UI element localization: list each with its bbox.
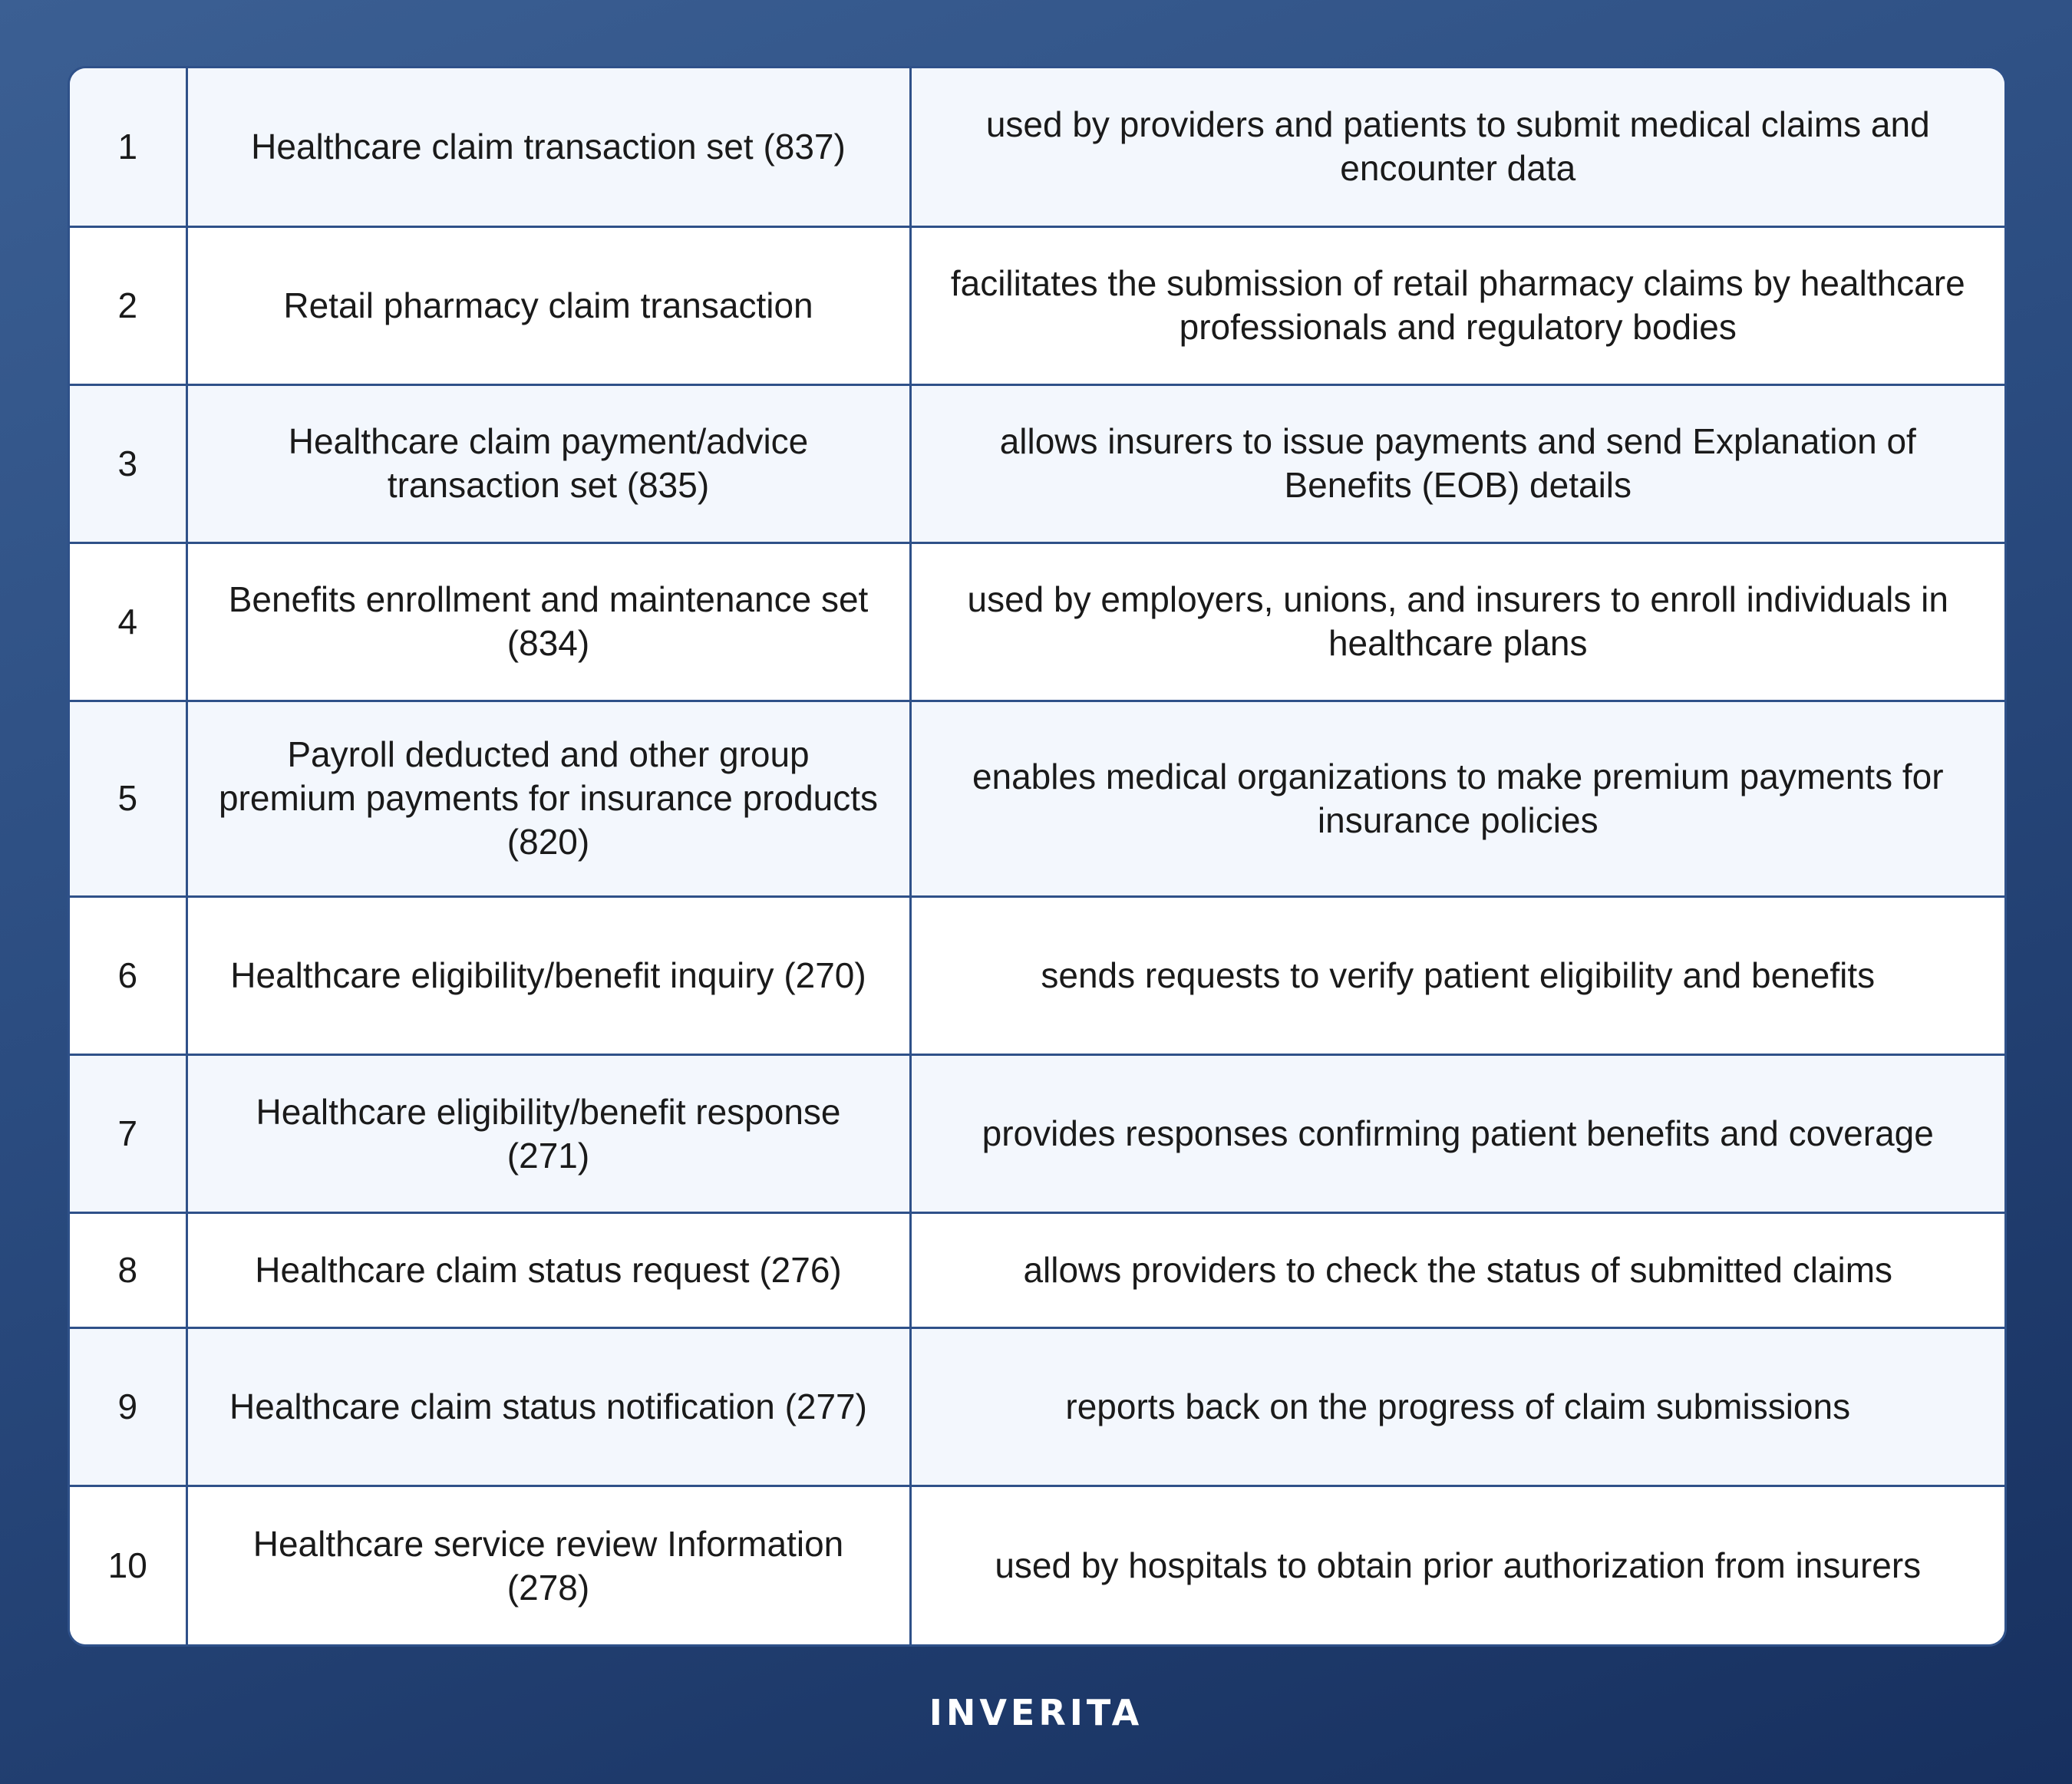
transaction-description: allows providers to check the status of submitted claims xyxy=(910,1213,2004,1328)
transaction-description: facilitates the submission of retail pharmacy claims by healthcare professionals and regulatory bodies xyxy=(910,226,2004,384)
transaction-name: Healthcare claim status request (276) xyxy=(186,1213,910,1328)
transaction-name: Healthcare eligibility/benefit response (271) xyxy=(186,1055,910,1213)
transaction-name: Healthcare eligibility/benefit inquiry (270) xyxy=(186,896,910,1054)
transaction-name: Healthcare claim transaction set (837) xyxy=(186,68,910,226)
transaction-name: Payroll deducted and other group premium payments for insurance products (820) xyxy=(186,701,910,896)
transaction-description: provides responses confirming patient benefits and coverage xyxy=(910,1055,2004,1213)
row-number: 5 xyxy=(70,701,186,896)
transaction-name: Benefits enrollment and maintenance set (834) xyxy=(186,542,910,701)
table-row xyxy=(70,542,2004,701)
row-number: 10 xyxy=(70,1486,186,1644)
table-row xyxy=(70,226,2004,384)
transaction-description: used by employers, unions, and insurers to enroll individuals in healthcare plans xyxy=(910,542,2004,701)
row-number: 1 xyxy=(70,68,186,226)
row-number: 8 xyxy=(70,1213,186,1328)
transaction-description: reports back on the progress of claim submissions xyxy=(910,1328,2004,1486)
inverita-logo: INVERITA xyxy=(929,1692,1143,1733)
row-number: 9 xyxy=(70,1328,186,1486)
transaction-name: Healthcare claim payment/advice transaction set (835) xyxy=(186,384,910,542)
transaction-name: Retail pharmacy claim transaction xyxy=(186,226,910,384)
transaction-table-card xyxy=(68,66,2007,1647)
table-row xyxy=(70,896,2004,1054)
row-number: 7 xyxy=(70,1055,186,1213)
table-row xyxy=(70,1328,2004,1486)
table-row xyxy=(70,384,2004,542)
table-row xyxy=(70,68,2004,226)
transaction-name: Healthcare claim status notification (277) xyxy=(186,1328,910,1486)
transaction-description: allows insurers to issue payments and send Explanation of Benefits (EOB) details xyxy=(910,384,2004,542)
table-row xyxy=(70,1213,2004,1328)
row-number: 6 xyxy=(70,896,186,1054)
row-number: 3 xyxy=(70,384,186,542)
table-row xyxy=(70,1055,2004,1213)
transaction-description: used by providers and patients to submit medical claims and encounter data xyxy=(910,68,2004,226)
transaction-description: used by hospitals to obtain prior authorization from insurers xyxy=(910,1486,2004,1644)
transaction-table xyxy=(70,68,2004,1644)
transaction-description: enables medical organizations to make premium payments for insurance policies xyxy=(910,701,2004,896)
row-number: 2 xyxy=(70,226,186,384)
row-number: 4 xyxy=(70,542,186,701)
table-row xyxy=(70,1486,2004,1644)
transaction-description: sends requests to verify patient eligibility and benefits xyxy=(910,896,2004,1054)
table-row xyxy=(70,701,2004,896)
transaction-name: Healthcare service review Information (278) xyxy=(186,1486,910,1644)
